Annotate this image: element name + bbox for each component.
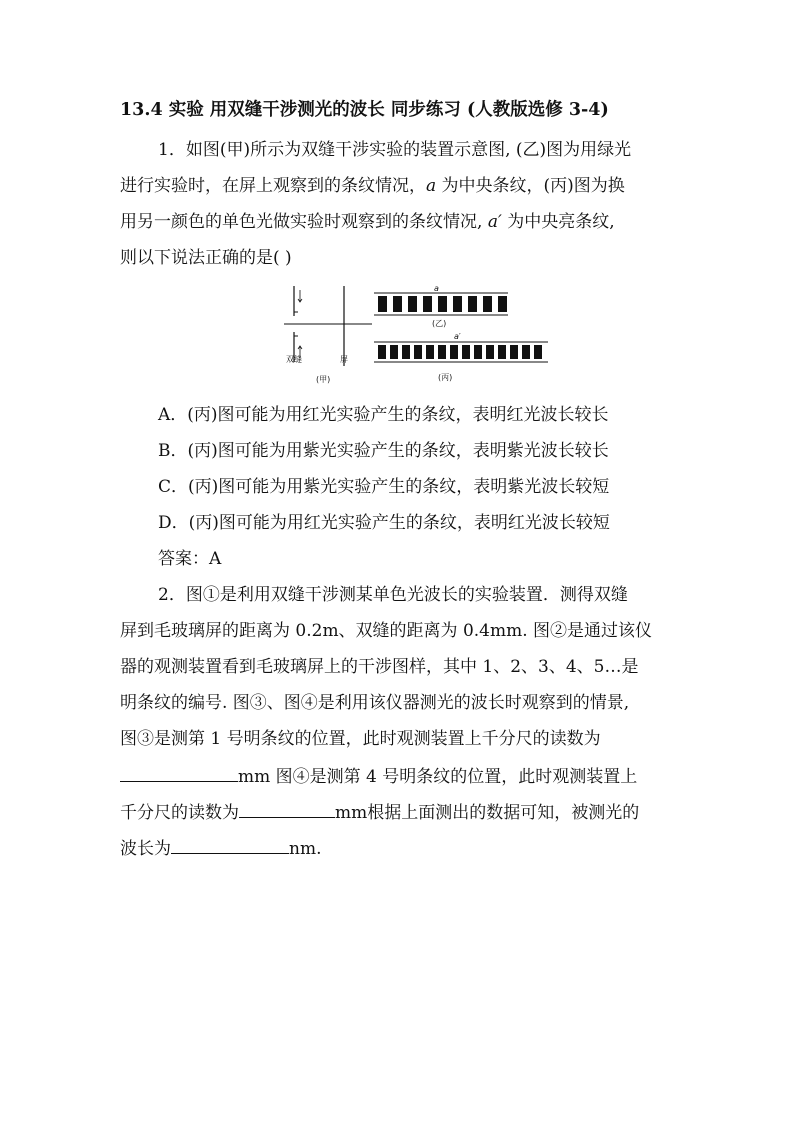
central-fringe-a-prime: a′ [487,212,502,232]
q2-line-6-text: 图④是测第 4 号明条纹的位置，此时观测装置上 [270,767,638,787]
q2-line-3: 器的观测装置看到毛玻璃屏上的干涉图样，其中 1、2、3、4、5…是 [120,657,639,677]
q1-line-3-b: 为中央亮条纹, [501,212,615,232]
bing-dark-fringe [462,345,470,359]
apparatus-diagram [284,286,372,384]
q2-line-8 [120,837,321,859]
q1-line-4: 则以下说法正确的是( ) [120,248,292,268]
answer-blank-2[interactable] [239,801,335,818]
caption-bing: (丙) [438,373,453,382]
bing-dark-fringe [426,345,434,359]
yi-dark-fringe [393,296,402,312]
q1-line-2-a: 进行实验时，在屏上观察到的条纹情况， [120,176,426,196]
screen-label: 屏 [340,355,348,364]
q2-line-8-a: 波长为 [120,839,171,859]
bing-dark-fringe [498,345,506,359]
mark-a: a [434,284,439,293]
q2-line-7-b: mm根据上面测出的数据可知，被测光的 [335,803,640,823]
caption-jia: (甲) [316,375,331,384]
q1-line-3-a: 用另一颜色的单色光做实验时观察到的条纹情况, [120,212,488,232]
bing-dark-fringe [510,345,518,359]
bing-dark-fringe [414,345,422,359]
yi-dark-fringe [498,296,507,312]
bing-dark-fringe [402,345,410,359]
arrow-down-icon [298,290,302,302]
interference-figure [282,282,554,388]
bing-dark-fringe [438,345,446,359]
answer-blank-3[interactable] [171,837,289,854]
q1-line-1: 1．如图(甲)所示为双缝干涉实验的装置示意图, (乙)图为用绿光 [158,140,632,160]
page-title: 13.4 实验 用双缝干涉测光的波长 同步练习 (人教版选修 3-4) [120,100,609,120]
yi-dark-fringe [408,296,417,312]
caption-yi: (乙) [432,319,447,328]
bing-dark-fringe [534,345,542,359]
bing-dark-fringe [486,345,494,359]
slit-label: 双缝 [286,355,302,364]
yi-dark-fringe [483,296,492,312]
q1-line-2-b: 为中央条纹，(丙)图为换 [436,176,625,196]
q2-line-1: 2．图①是利用双缝干涉测某单色光波长的实验装置．测得双缝 [158,585,628,605]
unit-nm: nm. [289,839,322,859]
q1-line-2 [120,176,625,196]
yi-dark-fringe [453,296,462,312]
q2-line-6 [120,765,637,787]
yi-dark-fringe [378,296,387,312]
central-fringe-a: a [426,176,437,196]
q2-line-2: 屏到毛玻璃屏的距离为 0.2m、双缝的距离为 0.4mm. 图②是通过该仪 [120,621,653,641]
bing-dark-fringe [474,345,482,359]
q2-line-4: 明条纹的编号. 图③、图④是利用该仪器测光的波长时观察到的情景, [120,693,630,713]
answer-text: 答案：A [158,549,222,569]
option-b: B．(丙)图可能为用紫光实验产生的条纹，表明紫光波长较长 [158,441,609,461]
yi-dark-fringe [468,296,477,312]
bing-dark-fringe [378,345,386,359]
option-d: D．(丙)图可能为用红光实验产生的条纹，表明红光波长较短 [158,513,610,533]
bing-dark-fringe [522,345,530,359]
yi-dark-fringe [438,296,447,312]
fringe-pattern-yi [374,284,508,328]
answer-blank-1[interactable] [120,765,238,782]
yi-dark-fringe [423,296,432,312]
q2-line-7 [120,801,639,823]
option-c: C．(丙)图可能为用紫光实验产生的条纹，表明紫光波长较短 [158,477,610,497]
fringe-pattern-bing [374,332,548,382]
bing-dark-fringe [450,345,458,359]
unit-mm-1: mm [238,767,271,787]
option-a: A．(丙)图可能为用红光实验产生的条纹，表明红光波长较长 [158,405,609,425]
q2-line-5: 图③是测第 1 号明条纹的位置，此时观测装置上千分尺的读数为 [120,729,601,749]
q2-line-7-a: 千分尺的读数为 [120,803,239,823]
bing-dark-fringe [390,345,398,359]
q1-line-3 [120,212,615,232]
mark-a-prime: a′ [454,332,461,341]
